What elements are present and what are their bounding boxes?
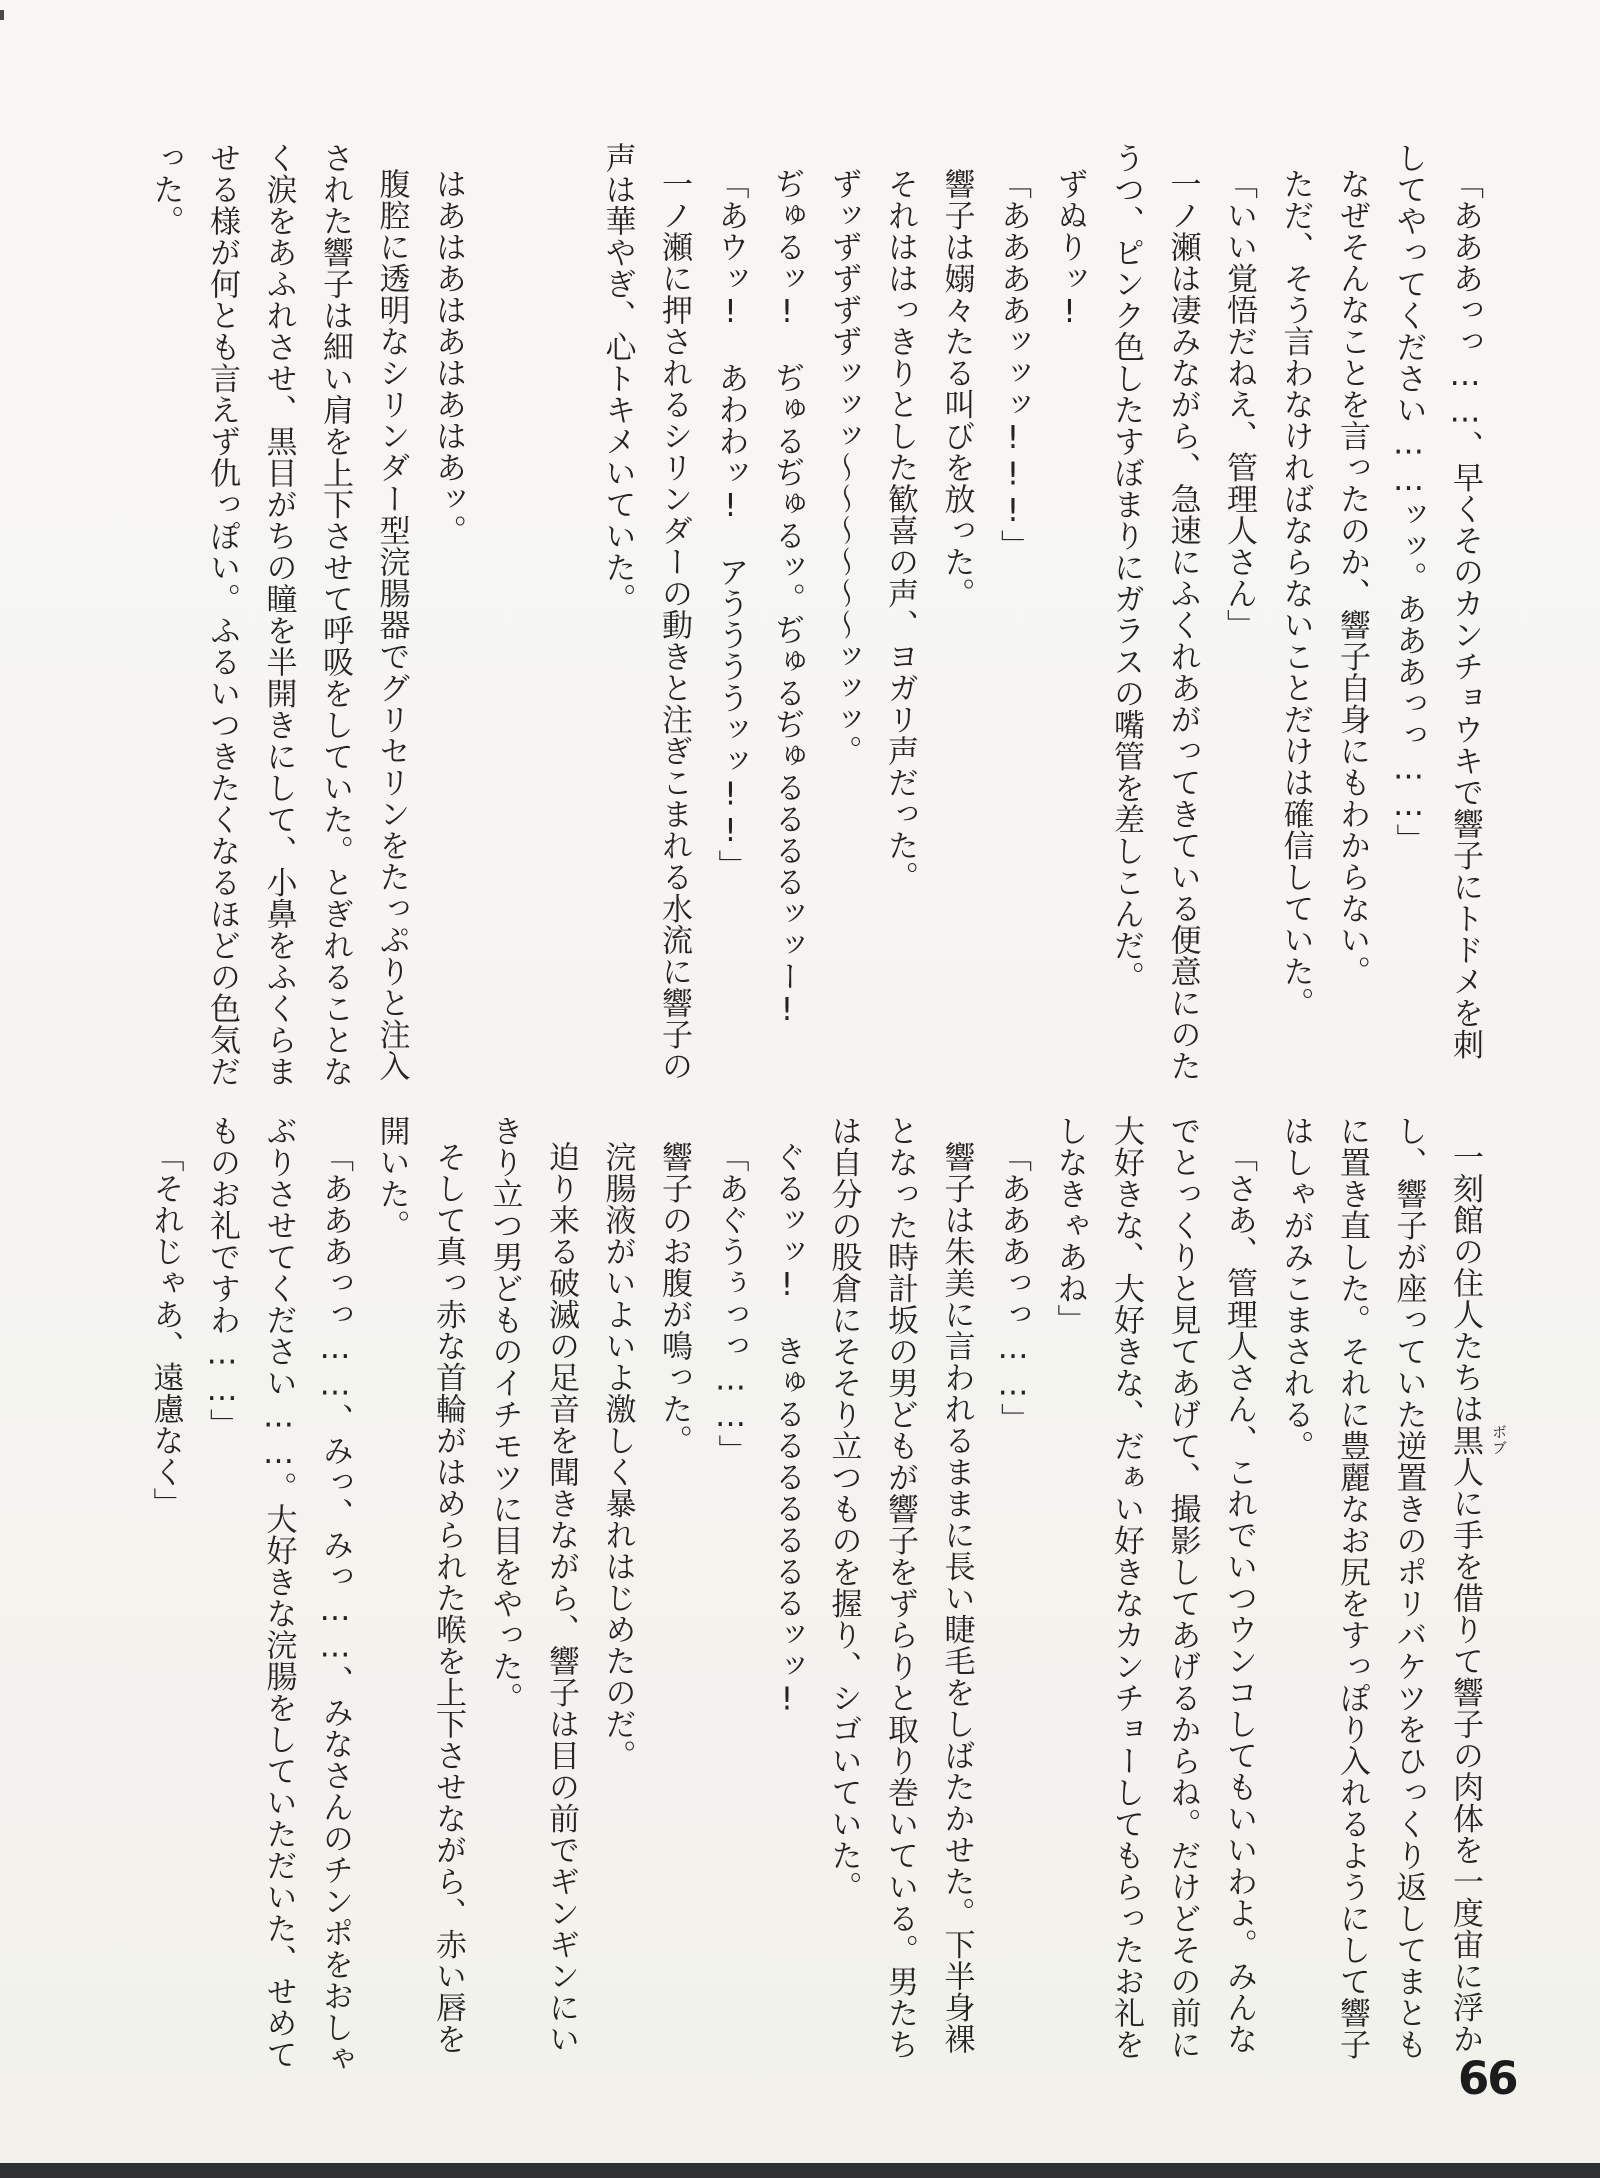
text-column: 響子は嫋々たる叫びを放った。 — [938, 168, 975, 610]
text-column: せる様が何とも言えず仇っぽい。ふるいつきたくなるほどの色気だ — [204, 142, 240, 1087]
text-column: はあはあはあはあはあッ。 — [430, 168, 466, 547]
text-column: 響子は朱美に言われるままに長い睫毛をしばたかせた。下半身裸 — [938, 1141, 975, 2055]
text-column: 「あウッ! あわわッ! アううううッッ!!」 — [712, 168, 749, 882]
text-column: 声は華やぎ、心トキメいていた。 — [599, 142, 636, 615]
text-column: 「あああっっ……」 — [995, 1141, 1031, 1435]
text-column: ぢゅるッ! ぢゅるぢゅるッ。ぢゅるぢゅるるるるッッー! — [769, 168, 805, 1029]
text-column: 一刻館の住人たちは黒人に手を借りて響子の肉体を一度宙に浮か — [1447, 1141, 1483, 2055]
text-column: ぐるッッ! きゅるるるるるるるッッ! — [769, 1141, 805, 1719]
footer-scan-bar — [0, 2163, 1600, 2178]
text-column: でとっくりと見てあげて、撮影してあげるからね。だけどその前に — [1164, 1115, 1201, 2060]
text-column: きり立つ男どものイチモツに目をやった。 — [486, 1115, 523, 1714]
text-column: 「さあ、管理人さん、これでいつウンコしてもいいわよ。みんな — [1221, 1141, 1257, 2055]
text-column: ただ、そう言わなければならないことだけは確信していた。 — [1277, 168, 1314, 1019]
text-column: ずッずずずずッッッ〜〜〜〜〜〜ッッッ。 — [825, 168, 862, 767]
text-column: ものお礼ですわ……」 — [204, 1115, 240, 1440]
text-column: 「あぐうぅっっ……」 — [712, 1141, 749, 1467]
text-column: はしゃがみこまされる。 — [1277, 1115, 1314, 1462]
text-column: となった時計坂の男どもが響子をずらりと取り巻いている。男たち — [882, 1115, 918, 2060]
scan-edge-artifact — [0, 10, 4, 20]
text-column: 腹腔に透明なシリンダー型浣腸器でグリセリンをたっぷりと注入 — [373, 168, 410, 1082]
text-column: 一ノ瀬は凄みながら、急速にふくれあがってきている便意にのた — [1164, 168, 1201, 1082]
text-column: ずぬりッ! — [1051, 168, 1088, 331]
text-column: 「いい覚悟だねえ、管理人さん」 — [1221, 168, 1257, 641]
bottom-text-block — [137, 1115, 1493, 2075]
text-column: しなきゃあね」 — [1051, 1115, 1088, 1336]
text-column: った。 — [147, 142, 184, 237]
text-column: それははっきりとした歓喜の声、ヨガリ声だった。 — [882, 168, 918, 893]
text-column: 「あああっっ……、みっ、みっ……、みなさんのチンポをおしゃ — [317, 1141, 353, 2075]
furigana-bob: ボブ — [1490, 1424, 1508, 1456]
text-column: なぜそんなことを言ったのか、響子自身にもわからない。 — [1334, 168, 1370, 988]
text-column: 一ノ瀬に押されるシリンダーの動きと注ぎこまれる水流に響子の — [656, 168, 692, 1082]
text-column: ぶりさせてください……。大好きな浣腸をしていただいた、せめて — [260, 1115, 297, 2070]
text-column: 迫り来る破滅の足音を聞きながら、響子は目の前でギンギンにい — [543, 1141, 579, 2055]
text-column: してやってください……ッッ。あああっっ……」 — [1390, 142, 1427, 855]
text-column: く涙をあふれさせ、黒目がちの瞳を半開きにして、小鼻をふくらま — [260, 142, 297, 1087]
text-column: 「あああっっ……、早くそのカンチョウキで響子にトドメを刺 — [1447, 168, 1483, 1061]
text-column: に置き直した。それに豊麗なお尻をすっぽり入れるようにして響子 — [1334, 1115, 1370, 2060]
text-column: 「ああああッッッ!!!」 — [995, 168, 1031, 562]
page-number: 66 — [1458, 2052, 1517, 2105]
top-text-block — [137, 142, 1493, 1102]
text-column: そして真っ赤な首輪がはめられた喉を上下させながら、赤い唇を — [430, 1141, 466, 2055]
text-column: は自分の股倉にそそり立つものを握り、シゴいていた。 — [825, 1115, 862, 1903]
text-column: し、響子が座っていた逆置きのポリバケツをひっくり返してまとも — [1390, 1115, 1427, 2060]
text-column: うつ、ピンク色したすぼまりにガラスの嘴管を差しこんだ。 — [1108, 142, 1144, 993]
text-column: された響子は細い肩を上下させて呼吸をしていた。とぎれることな — [317, 142, 353, 1087]
text-column: 浣腸液がいよいよ激しく暴れはじめたのだ。 — [599, 1141, 636, 1772]
text-column: 開いた。 — [373, 1115, 410, 1241]
text-column: 「それじゃあ、遠慮なく」 — [147, 1141, 184, 1520]
text-column: 響子のお腹が鳴った。 — [656, 1141, 692, 1457]
text-column: 大好きな、大好きな、だぁい好きなカンチョーしてもらったお礼を — [1108, 1115, 1144, 2060]
